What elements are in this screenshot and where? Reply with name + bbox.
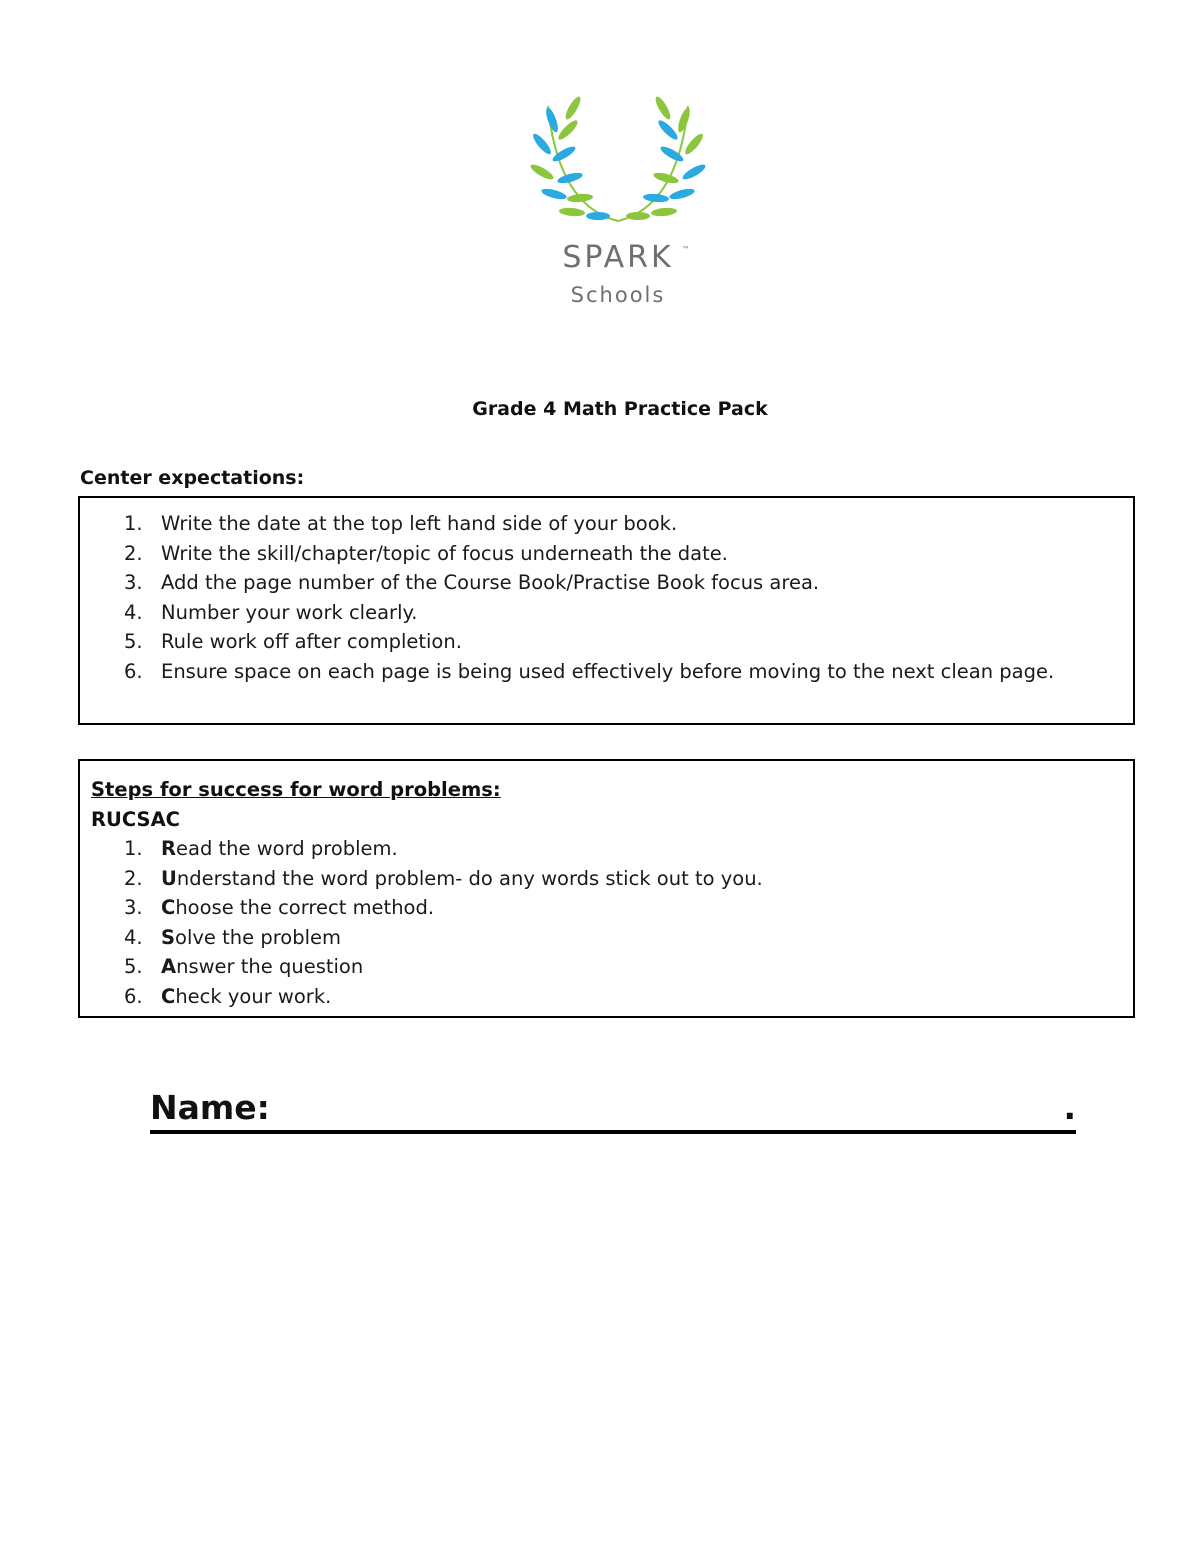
item-text: olve the problem: [175, 925, 342, 949]
item-number: 2.: [124, 541, 143, 565]
item-lead-letter: R: [161, 837, 177, 860]
name-line-end: .: [1063, 1088, 1076, 1127]
item-number: 6.: [124, 984, 143, 1008]
word-problems-acronym: RUCSAC: [91, 807, 180, 831]
list-item: [80, 539, 1093, 569]
list-item: [80, 657, 1093, 687]
item-text: Ensure space on each page is being used effectively before moving to the next clean page.: [161, 659, 1055, 683]
center-expectations-list: [80, 498, 1133, 686]
item-lead-letter: U: [161, 866, 177, 890]
laurel-wreath-icon: [528, 96, 708, 246]
logo-brand-name: SPARK: [562, 240, 674, 275]
item-text: Add the page number of the Course Book/Practise Book focus area.: [161, 571, 820, 594]
center-expectations-label: Center expectations:: [80, 467, 305, 489]
name-label: Name:: [150, 1088, 270, 1127]
logo-trademark: ™: [682, 245, 690, 254]
list-item: [80, 893, 1133, 923]
list-item: [80, 509, 1093, 539]
item-number: 3.: [124, 896, 143, 919]
page-title: Grade 4 Math Practice Pack: [472, 398, 768, 420]
logo-subtitle: Schools: [570, 283, 666, 307]
list-item: [80, 952, 1133, 982]
list-item: [80, 923, 1133, 953]
list-item: [80, 864, 1133, 894]
item-number: 1.: [124, 512, 143, 535]
item-number: 4.: [124, 600, 143, 624]
item-number: 2.: [124, 866, 143, 890]
item-lead-letter: C: [161, 984, 176, 1008]
item-text: Write the skill/chapter/topic of focus underneath the date.: [161, 541, 728, 565]
item-text: Rule work off after completion.: [161, 630, 462, 653]
item-lead-letter: S: [161, 925, 176, 949]
item-text: ead the word problem.: [176, 837, 398, 860]
item-number: 6.: [124, 659, 143, 683]
item-number: 3.: [124, 571, 143, 594]
word-problems-heading: Steps for success for word problems:: [91, 778, 501, 801]
item-text: hoose the correct method.: [175, 896, 435, 919]
word-problems-list: [80, 834, 1133, 1011]
center-expectations-box: [78, 496, 1135, 725]
word-problems-box: [78, 759, 1135, 1018]
item-number: 4.: [124, 925, 143, 949]
name-field[interactable]: [150, 1088, 1076, 1134]
item-number: 5.: [124, 955, 143, 978]
list-item: [80, 568, 1093, 598]
item-text: nderstand the word problem- do any words stick out to you.: [176, 866, 763, 890]
item-text: Write the date at the top left hand side of your book.: [161, 512, 678, 535]
item-text: heck your work.: [175, 984, 332, 1008]
item-text: Number your work clearly.: [161, 600, 418, 624]
item-number: 5.: [124, 630, 143, 653]
item-number: 1.: [124, 837, 143, 860]
list-item: [80, 627, 1093, 657]
list-item: [80, 982, 1133, 1012]
list-item: [80, 598, 1093, 628]
list-item: [80, 834, 1133, 864]
item-text: nswer the question: [176, 955, 364, 978]
item-lead-letter: C: [161, 896, 176, 919]
item-lead-letter: A: [161, 955, 177, 978]
